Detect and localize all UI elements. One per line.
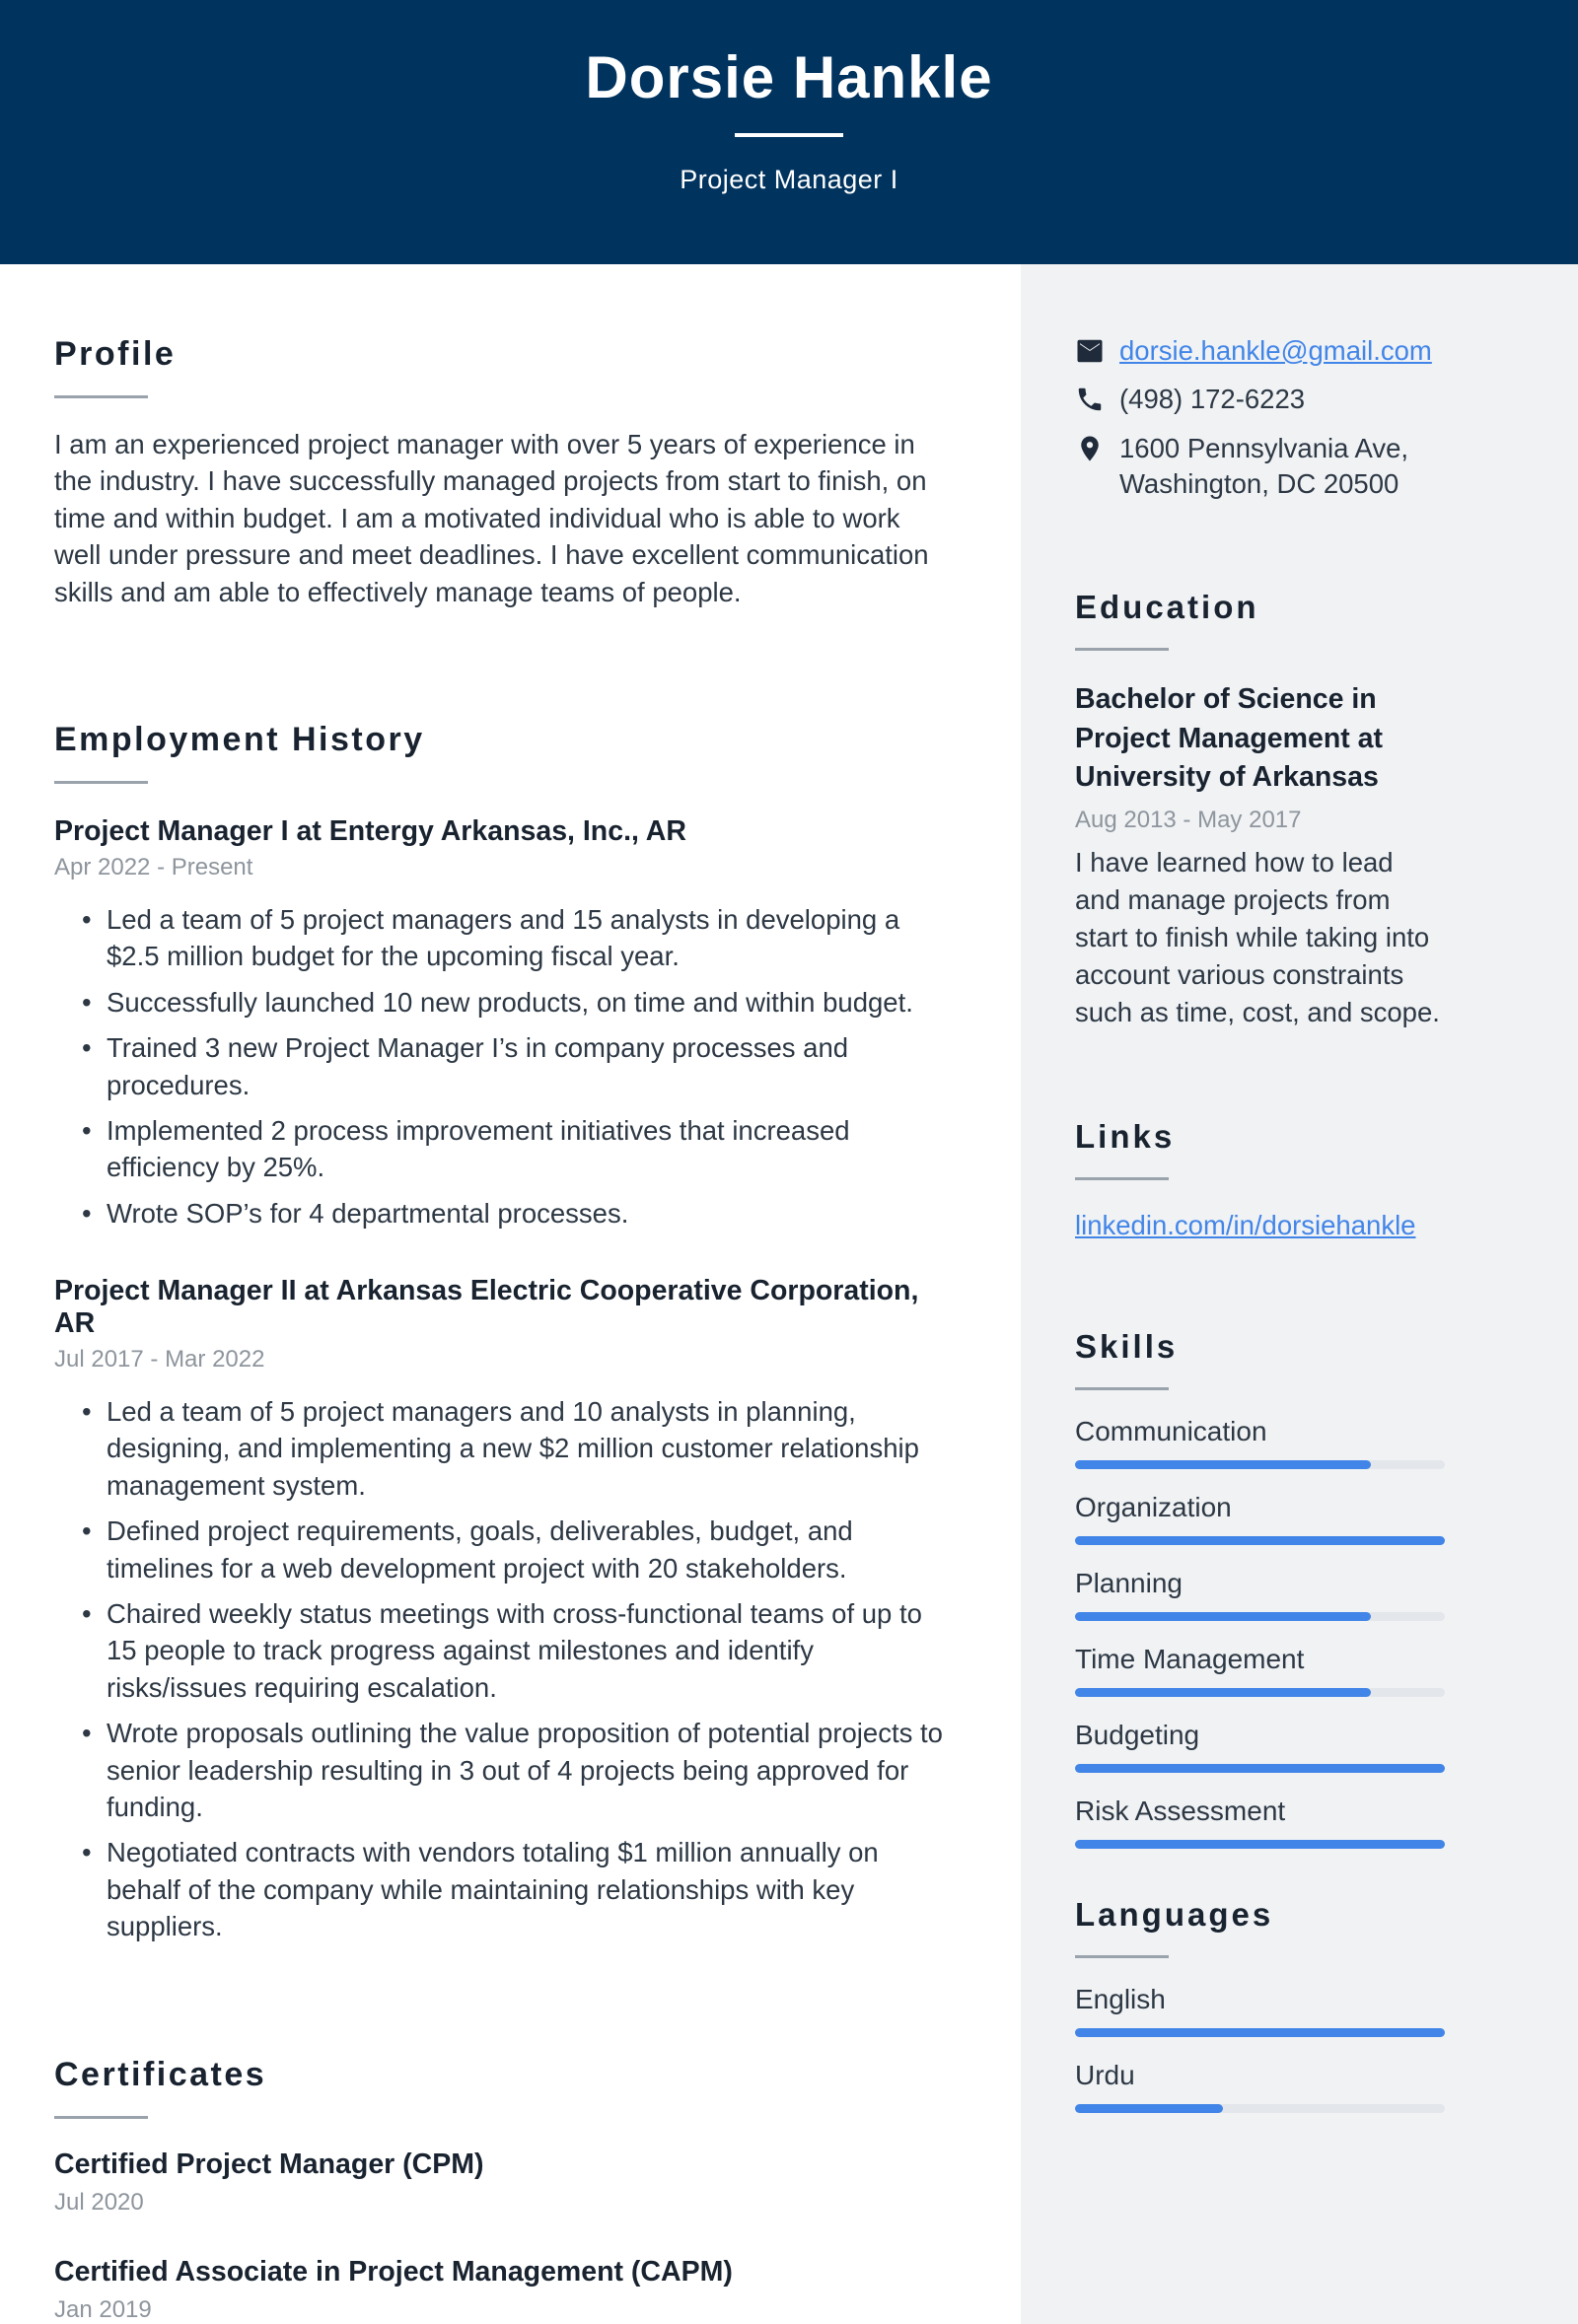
email-link[interactable]: dorsie.hankle@gmail.com xyxy=(1119,335,1432,366)
skill-row xyxy=(1075,1720,1445,1773)
certificate-title: Certified Project Manager (CPM) xyxy=(54,2148,484,2180)
languages-section xyxy=(1075,1896,1445,2113)
sidebar xyxy=(1021,264,1578,2324)
job-bullet: • Implemented 2 process improvement initiatives that increased efficiency by 25%. xyxy=(54,1112,947,1186)
location-icon xyxy=(1075,434,1105,463)
contact-address-row xyxy=(1075,431,1445,503)
section-divider xyxy=(54,395,148,398)
language-row xyxy=(1075,1984,1445,2037)
certificates-section xyxy=(54,2056,947,2324)
skill-bar-track xyxy=(1075,1688,1445,1697)
linkedin-link[interactable]: linkedin.com/in/dorsiehankle xyxy=(1075,1209,1416,1240)
job-bullet: • Led a team of 5 project managers and 15 analysts in developing a $2.5 million budget for the upcoming fiscal year. xyxy=(54,901,947,975)
certificate-date: Jul 2020 xyxy=(54,2188,144,2216)
language-name: English xyxy=(1075,1983,1166,2014)
section-divider xyxy=(54,781,148,784)
skill-bar-fill xyxy=(1075,1612,1371,1621)
skills-heading: Skills xyxy=(1075,1327,1179,1365)
certificate-title: Certified Associate in Project Management (CAPM) xyxy=(54,2255,733,2288)
profile-text: I am an experienced project manager with over 5 years of experience in the industry. I have successfully managed projects from start to finish, on time and within budget. I am a motivated individual who is able to work well under pressure and meet deadlines. I have excellent communication skills and am able to effectively manage teams of people. xyxy=(54,429,929,607)
skill-name: Communication xyxy=(1075,1415,1267,1446)
skill-bar-fill xyxy=(1075,1840,1445,1849)
skill-bar-fill xyxy=(1075,1688,1371,1697)
skills-section xyxy=(1075,1328,1445,1849)
skill-bar-track xyxy=(1075,1460,1445,1469)
education-description: I have learned how to lead and manage projects from start to finish while taking into account various constraints such as time, cost, and scope. xyxy=(1075,847,1440,1027)
skill-bar-track xyxy=(1075,1536,1445,1545)
address xyxy=(1119,431,1408,503)
section-divider xyxy=(1075,1955,1169,1958)
phone-icon xyxy=(1075,385,1105,414)
job-dates: Jul 2017 - Mar 2022 xyxy=(54,1346,265,1373)
languages-list xyxy=(1075,1984,1445,2113)
skill-bar-track xyxy=(1075,1840,1445,1849)
skill-name: Time Management xyxy=(1075,1643,1305,1674)
skill-row xyxy=(1075,1644,1445,1697)
section-divider xyxy=(1075,1387,1169,1390)
skill-bar-fill xyxy=(1075,1536,1445,1545)
header-divider xyxy=(735,133,843,137)
candidate-name: Dorsie Hankle xyxy=(585,44,993,110)
education-dates: Aug 2013 - May 2017 xyxy=(1075,807,1302,834)
job-bullet: • Negotiated contracts with vendors totaling $1 million annually on behalf of the company while maintaining relationships with key suppliers. xyxy=(54,1834,947,1944)
skills-list xyxy=(1075,1416,1445,1849)
address-line-2: Washington, DC 20500 xyxy=(1119,467,1399,499)
language-name: Urdu xyxy=(1075,2059,1135,2090)
links-heading: Links xyxy=(1075,1117,1176,1155)
skill-row xyxy=(1075,1568,1445,1621)
job-bullet: • Wrote proposals outlining the value proposition of potential projects to senior leadership resulting in 3 out of 4 projects being approved for funding. xyxy=(54,1715,947,1825)
job-bullet-list xyxy=(54,901,947,1232)
skill-name: Organization xyxy=(1075,1491,1232,1522)
employment-section xyxy=(54,721,947,1945)
main-column xyxy=(0,264,1021,2324)
contact-email-row xyxy=(1075,333,1445,369)
section-divider xyxy=(54,2116,148,2119)
profile-section xyxy=(54,335,947,610)
certificates-heading: Certificates xyxy=(54,2055,267,2093)
job-bullet: • Defined project requirements, goals, deliverables, budget, and timelines for a web development project with 20 stakeholders. xyxy=(54,1513,947,1586)
email-icon xyxy=(1075,336,1105,366)
contact-phone-row xyxy=(1075,382,1445,417)
job-bullet: • Successfully launched 10 new products, on time and within budget. xyxy=(54,984,947,1021)
language-bar-fill xyxy=(1075,2028,1445,2037)
education-heading: Education xyxy=(1075,589,1259,626)
certificate-entry xyxy=(54,2256,947,2324)
job-bullet: • Wrote SOP’s for 4 departmental processes. xyxy=(54,1195,947,1232)
skill-bar-fill xyxy=(1075,1764,1445,1773)
skill-bar-fill xyxy=(1075,1460,1371,1469)
job-entry xyxy=(54,815,947,1232)
certificate-entry xyxy=(54,2148,947,2217)
degree-title: Bachelor of Science in Project Management at University of Arkansas xyxy=(1075,683,1383,793)
skill-row xyxy=(1075,1796,1445,1849)
candidate-job-title: Project Manager I xyxy=(680,165,898,194)
phone-number: (498) 172-6223 xyxy=(1119,384,1306,415)
skill-name: Planning xyxy=(1075,1567,1183,1598)
employment-heading: Employment History xyxy=(54,720,425,758)
header-banner xyxy=(0,0,1578,264)
section-divider xyxy=(1075,648,1169,651)
language-bar-fill xyxy=(1075,2104,1223,2113)
language-bar-track xyxy=(1075,2104,1445,2113)
skill-name: Risk Assessment xyxy=(1075,1795,1286,1826)
profile-heading: Profile xyxy=(54,335,177,373)
contact-block xyxy=(1075,333,1445,502)
skill-row xyxy=(1075,1416,1445,1469)
job-title: Project Manager I at Entergy Arkansas, Inc., AR xyxy=(54,814,686,847)
job-bullet-list xyxy=(54,1393,947,1944)
skill-row xyxy=(1075,1492,1445,1545)
links-section xyxy=(1075,1118,1445,1241)
language-row xyxy=(1075,2060,1445,2113)
address-line-1: 1600 Pennsylvania Ave, xyxy=(1119,432,1409,463)
skill-name: Budgeting xyxy=(1075,1719,1200,1750)
languages-heading: Languages xyxy=(1075,1895,1274,1933)
job-bullet: • Led a team of 5 project managers and 10 analysts in planning, designing, and implementing a new $2 million customer relationship management system. xyxy=(54,1393,947,1504)
education-section xyxy=(1075,589,1445,1031)
language-bar-track xyxy=(1075,2028,1445,2037)
skill-bar-track xyxy=(1075,1612,1445,1621)
job-entry xyxy=(54,1275,947,1944)
job-bullet: • Chaired weekly status meetings with cross-functional teams of up to 15 people to track progress against milestones and identify risks/issues requiring escalation. xyxy=(54,1595,947,1706)
job-dates: Apr 2022 - Present xyxy=(54,853,253,880)
job-bullet: • Trained 3 new Project Manager I’s in company processes and procedures. xyxy=(54,1029,947,1103)
job-title: Project Manager II at Arkansas Electric Cooperative Corporation, AR xyxy=(54,1275,919,1340)
section-divider xyxy=(1075,1177,1169,1180)
skill-bar-track xyxy=(1075,1764,1445,1773)
certificate-date: Jan 2019 xyxy=(54,2295,152,2323)
